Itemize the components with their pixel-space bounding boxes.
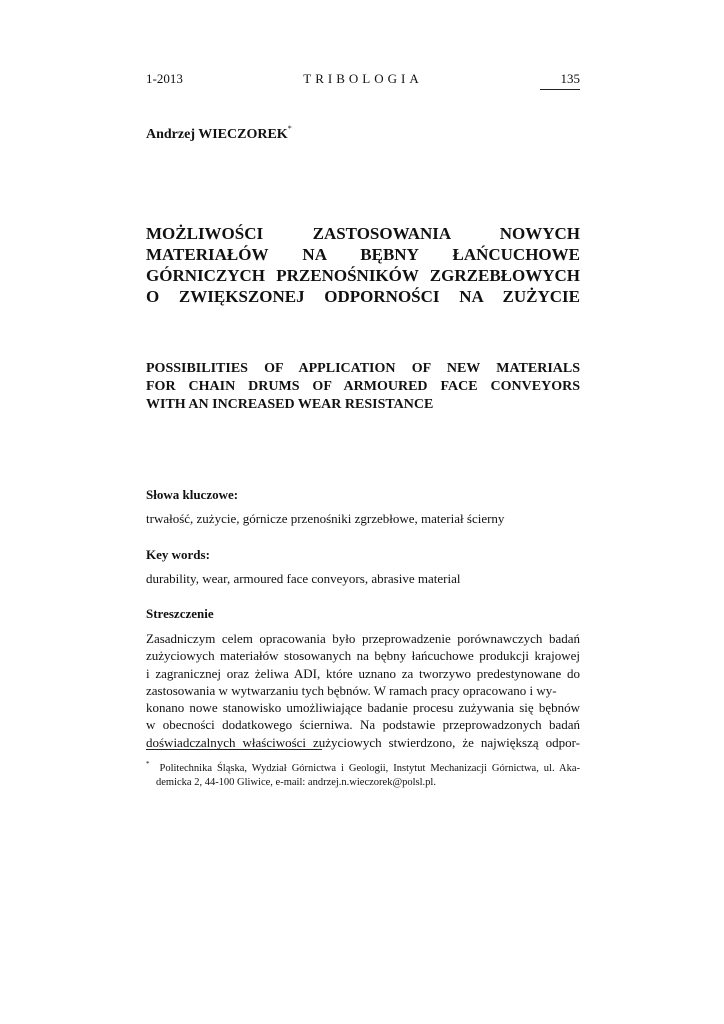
- abstract-line: i zagranicznej oraz żeliwa ADI, które uznano za tworzywo predestynowane do: [146, 665, 580, 681]
- page-number: 135: [560, 71, 580, 86]
- header-rule: [540, 89, 580, 90]
- title-polish-line: GÓRNICZYCH PRZENOŚNIKÓW ZGRZEBŁOWYCH: [146, 266, 580, 285]
- abstract-body: [146, 630, 580, 751]
- footnote-line: [146, 757, 580, 776]
- title-english-line: FOR CHAIN DRUMS OF ARMOURED FACE CONVEYORS: [146, 379, 580, 394]
- abstract-line: konano nowe stanowisko umożliwiające badanie procesu zużywania się bębnów: [146, 700, 580, 716]
- footnote-mark: *: [146, 760, 150, 768]
- title-english: [146, 360, 580, 414]
- abstract-line: zużyciowych materiałów stosowanych na bębny łańcuchowe produkcji krajowej: [146, 648, 580, 664]
- title-english-line: WITH AN INCREASED WEAR RESISTANCE: [146, 397, 434, 412]
- abstract-line: Zasadniczym celem opracowania było przeprowadzenie porównawczych badań: [146, 631, 580, 646]
- title-polish: [146, 223, 580, 307]
- abstract-line: doświadczalnych właściwości zużyciowych stwierdzono, że największą odpor-: [146, 734, 580, 750]
- abstract-line: w obecności dodatkowego ścierniwa. Na podstawie przeprowadzonych badań: [146, 717, 580, 733]
- footnote: [146, 757, 580, 790]
- footnote-line: demicka 2, 44-100 Gliwice, e-mail: andrzej.n.wieczorek@polsl.pl.: [156, 777, 436, 788]
- title-polish-line: MATERIAŁÓW NA BĘBNY ŁAŃCUCHOWE: [146, 245, 580, 264]
- author-line: [146, 120, 292, 144]
- keywords-en-text: durability, wear, armoured face conveyors, abrasive material: [146, 571, 461, 586]
- keywords-pl-text: trwałość, zużycie, górnicze przenośniki zgrzebłowe, materiał ścierny: [146, 511, 505, 526]
- abstract-line: zastosowania w wytwarzaniu tych bębnów. W ramach pracy opracowano i wy-: [146, 682, 557, 698]
- abstract-heading: Streszczenie: [146, 606, 214, 621]
- title-polish-line: MOŻLIWOŚCI ZASTOSOWANIA NOWYCH: [146, 224, 580, 243]
- keywords-en-heading: Key words:: [146, 547, 210, 562]
- keywords-pl-heading: Słowa kluczowe:: [146, 487, 239, 502]
- footnote-affiliation: Politechnika Śląska, Wydział Górnictwa i Geologii, Instytut Mechanizacji Górnictwa, ul. Aka-: [159, 763, 580, 774]
- issue-number: 1-2013: [146, 71, 183, 86]
- journal-name: TRIBOLOGIA: [303, 71, 423, 86]
- footnote-rule: [146, 749, 322, 750]
- running-header: [146, 70, 580, 88]
- title-english-line: POSSIBILITIES OF APPLICATION OF NEW MATERIALS: [146, 361, 580, 376]
- author-name: Andrzej WIECZOREK: [146, 127, 288, 142]
- title-polish-line: O ZWIĘKSZONEJ ODPORNOŚCI NA ZUŻYCIE: [146, 287, 580, 306]
- author-footnote-mark: *: [287, 124, 292, 133]
